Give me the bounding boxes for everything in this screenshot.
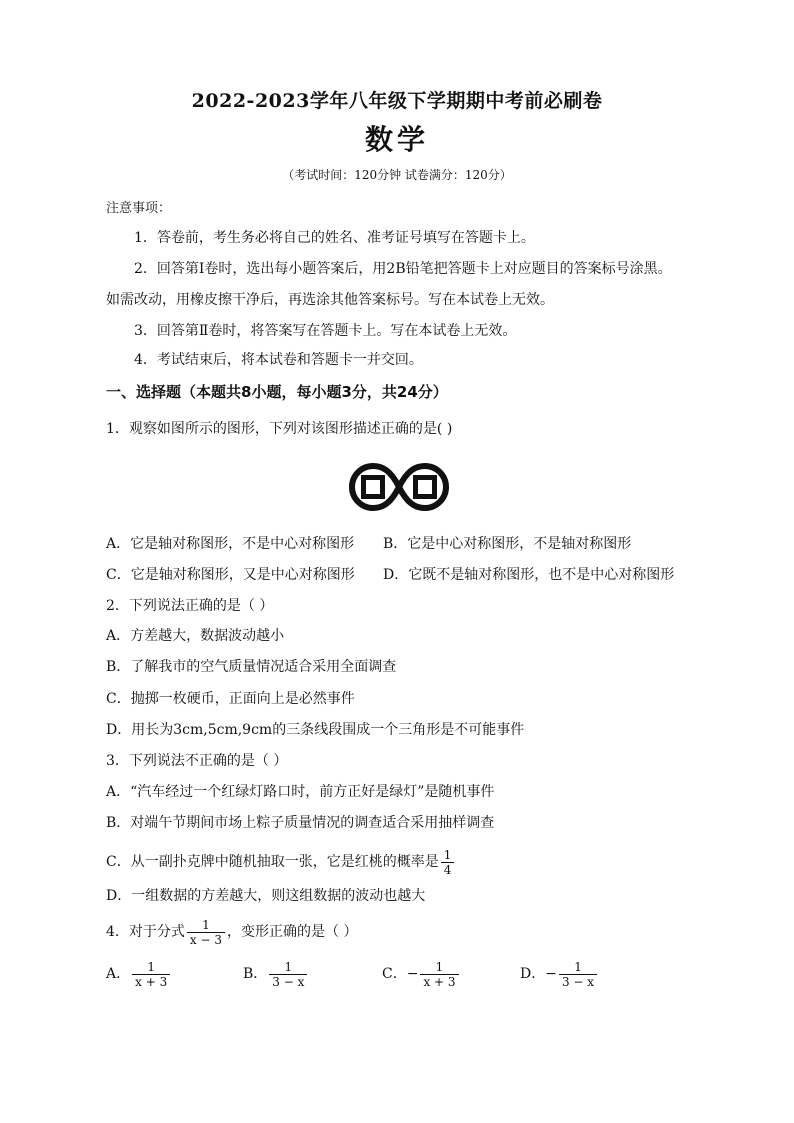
- q2-option-d: D．用长为3cm,5cm,9cm的三条线段围成一个三角形是不可能事件: [106, 722, 525, 738]
- q1-option-d: D．它既不是轴对称图形，也不是中心对称图形: [383, 567, 675, 583]
- q4-option-c-fraction: [420, 960, 458, 989]
- question-3-stem: 3．下列说法不正确的是（ ）: [106, 753, 288, 769]
- symmetry-figure: [345, 456, 453, 518]
- q3-option-d: D．一组数据的方差越大，则这组数据的波动也越大: [106, 888, 426, 904]
- fraction-denominator: x + 3: [420, 974, 458, 989]
- fraction-numerator: 1: [202, 917, 210, 932]
- q4-option-d: [520, 956, 599, 992]
- note-item-2-continued: 如需改动，用橡皮擦干净后，再选涂其他答案标号。写在本试卷上无效。: [106, 292, 554, 308]
- question-2-stem: 2．下列说法正确的是（ ）: [106, 598, 274, 614]
- fraction-denominator: 4: [441, 862, 455, 877]
- section-heading: 一、选择题（本题共8小题，每小题3分，共24分）: [106, 383, 448, 401]
- notes-heading: 注意事项：: [106, 201, 172, 216]
- note-item-3: 3．回答第Ⅱ卷时，将答案写在答题卡上。写在本试卷上无效。: [134, 323, 517, 339]
- q2-option-a: A．方差越大，数据波动越小: [106, 628, 285, 644]
- q3-option-a: A．“汽车经过一个红绿灯路口时，前方正好是绿灯”是随机事件: [106, 784, 495, 800]
- q4-option-c: [382, 956, 461, 992]
- fraction-numerator: 1: [284, 959, 293, 974]
- note-item-1: 1．答卷前，考生务必将自己的姓名、准考证号填写在答题卡上。: [134, 230, 535, 246]
- q4-stem-fraction: [187, 918, 225, 947]
- q3-option-b: B．对端午节期间市场上粽子质量情况的调查适合采用抽样调查: [106, 815, 495, 831]
- fraction-numerator: 1: [574, 959, 582, 974]
- fraction-denominator: 3 − x: [559, 974, 597, 989]
- subject-title: 数学: [364, 123, 429, 156]
- q4-option-c-label: C．−: [382, 966, 419, 982]
- q4-option-d-fraction: [559, 960, 597, 989]
- q3-option-c: [106, 845, 456, 879]
- q4-stem-prefix: 4．对于分式: [106, 924, 185, 940]
- q3-option-c-fraction: [441, 848, 455, 877]
- q4-option-a-fraction: [132, 960, 170, 989]
- exam-title: 2022-2023学年八年级下学期期中考前必刷卷: [191, 90, 603, 112]
- fraction-denominator: x − 3: [187, 932, 225, 947]
- q3-option-c-text: C．从一副扑克牌中随机抽取一张，它是红桃的概率是: [106, 854, 439, 870]
- q1-option-c: C．它是轴对称图形，又是中心对称图形: [106, 567, 355, 583]
- q1-option-a: A．它是轴对称图形，不是中心对称图形: [106, 536, 355, 552]
- q4-option-d-label: D．−: [520, 966, 557, 982]
- question-1-stem: 1．观察如图所示的图形，下列对该图形描述正确的是( ): [106, 421, 453, 437]
- fraction-denominator: 3 − x: [269, 974, 307, 989]
- q2-option-b: B．了解我市的空气质量情况适合采用全面调查: [106, 659, 397, 675]
- fraction-numerator: 1: [147, 959, 155, 974]
- fraction-denominator: x + 3: [132, 974, 170, 989]
- q4-option-b-label: B．: [243, 966, 268, 982]
- exam-info: （考试时间：120分钟 试卷满分：120分）: [282, 168, 512, 182]
- note-item-2: 2．回答第Ⅰ卷时，选出每小题答案后，用2B铅笔把答题卡上对应题目的答案标号涂黑。: [134, 261, 672, 277]
- q1-option-b: B．它是中心对称图形，不是轴对称图形: [383, 536, 632, 552]
- fraction-numerator: 1: [435, 959, 444, 974]
- q4-option-b-fraction: [269, 960, 307, 989]
- q2-option-c: C．抛掷一枚硬币，正面向上是必然事件: [106, 691, 355, 707]
- q4-option-a: [106, 956, 172, 992]
- q4-option-a-label: A．: [106, 966, 131, 982]
- fraction-numerator: 1: [443, 847, 452, 862]
- question-4-stem: [106, 914, 357, 950]
- q4-stem-suffix: ，变形正确的是（ ）: [227, 924, 358, 940]
- note-item-4: 4．考试结束后，将本试卷和答题卡一并交回。: [134, 352, 423, 368]
- q4-option-b: [243, 956, 309, 992]
